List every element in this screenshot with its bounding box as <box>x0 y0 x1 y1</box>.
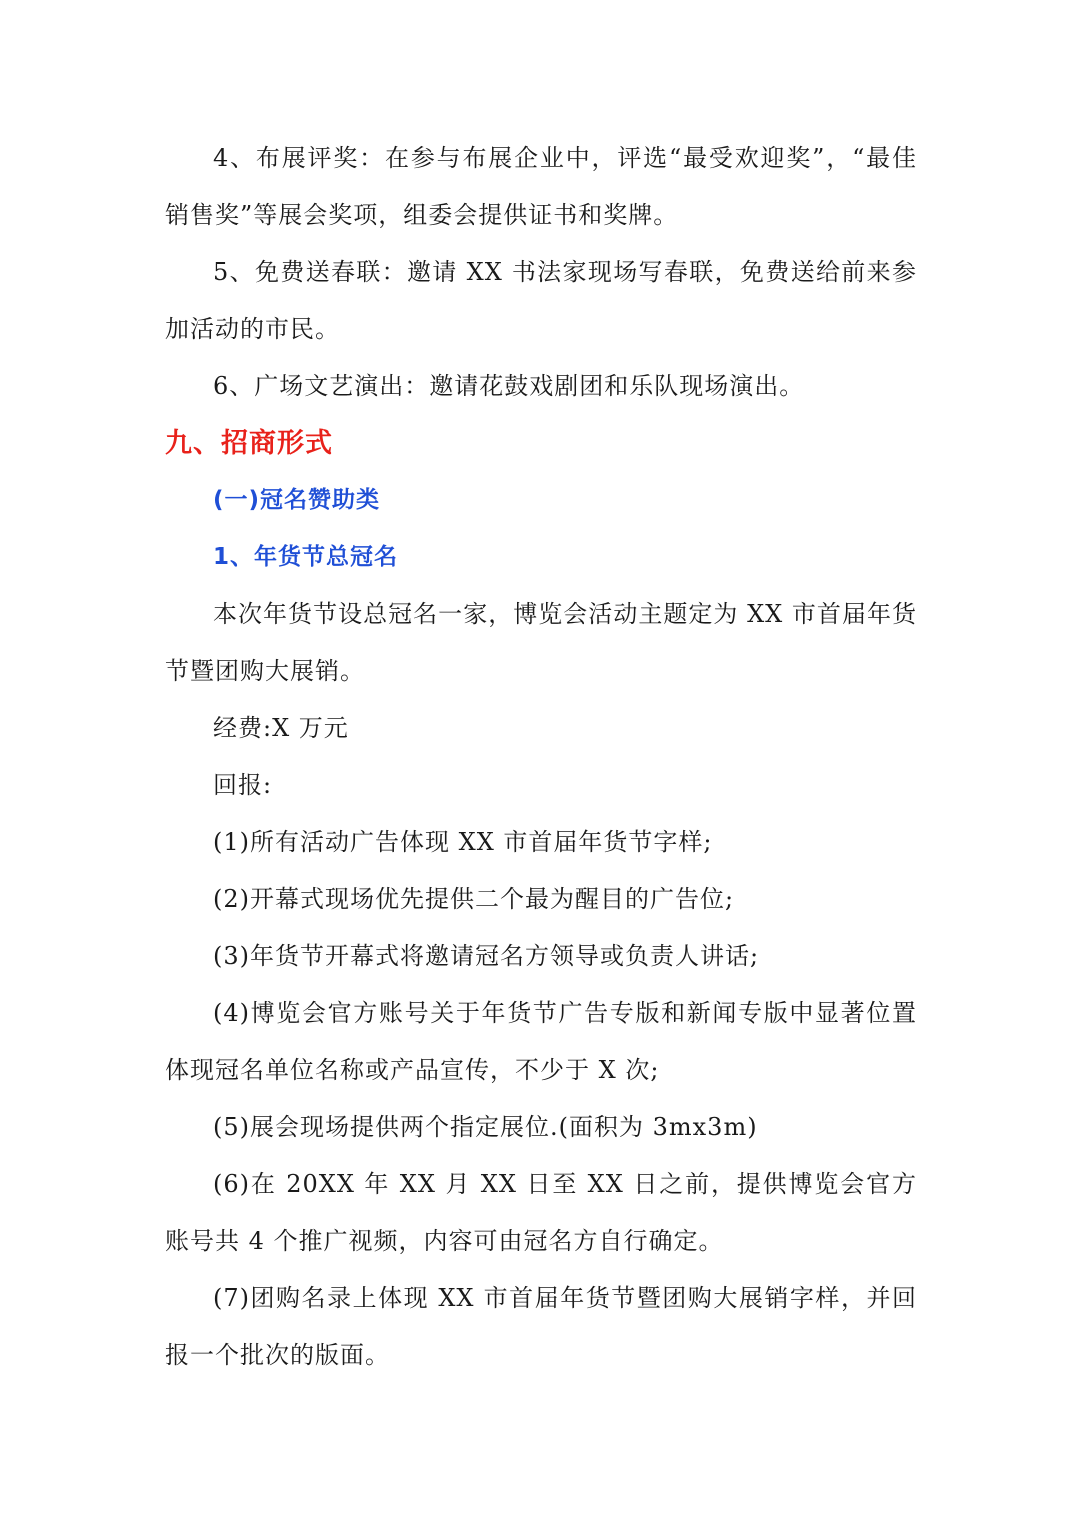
intro-paragraph: 本次年货节设总冠名一家，博览会活动主题定为 XX 市首届年货节暨团购大展销。 <box>165 600 917 685</box>
return-item-3: (3)年货节开幕式将邀请冠名方领导或负责人讲话; <box>213 942 760 970</box>
return-item-5: (5)展会现场提供两个指定展位.(面积为 3mx3m) <box>213 1113 758 1141</box>
activity-item-5: 5、免费送春联：邀请 XX 书法家现场写春联，免费送给前来参加活动的市民。 <box>165 258 917 343</box>
return-item-7: (7)团购名录上体现 XX 市首届年货节暨团购大展销字样，并回报一个批次的版面。 <box>165 1284 917 1369</box>
fee-line: 经费:X 万元 <box>213 714 349 742</box>
subsection-heading: (一)冠名赞助类 <box>213 487 381 513</box>
document-body <box>165 130 917 1384</box>
return-item-1: (1)所有活动广告体现 XX 市首届年货节字样; <box>213 828 713 856</box>
section-heading: 九、招商形式 <box>165 428 333 459</box>
return-item-2: (2)开幕式现场优先提供二个最为醒目的广告位; <box>213 885 735 913</box>
activity-item-6: 6、广场文艺演出：邀请花鼓戏剧团和乐队现场演出。 <box>213 372 805 400</box>
activity-item-4: 4、布展评奖：在参与布展企业中，评选“最受欢迎奖”，“最佳销售奖”等展会奖项，组委会提供证书和奖牌。 <box>165 144 917 229</box>
returns-label: 回报: <box>213 771 273 799</box>
return-item-4: (4)博览会官方账号关于年货节广告专版和新闻专版中显著位置体现冠名单位名称或产品宣传，不少于 X 次; <box>165 999 917 1084</box>
return-item-6: (6)在 20XX 年 XX 月 XX 日至 XX 日之前，提供博览会官方账号共 4 个推广视频，内容可由冠名方自行确定。 <box>165 1170 917 1255</box>
item-heading: 1、年货节总冠名 <box>213 544 399 570</box>
